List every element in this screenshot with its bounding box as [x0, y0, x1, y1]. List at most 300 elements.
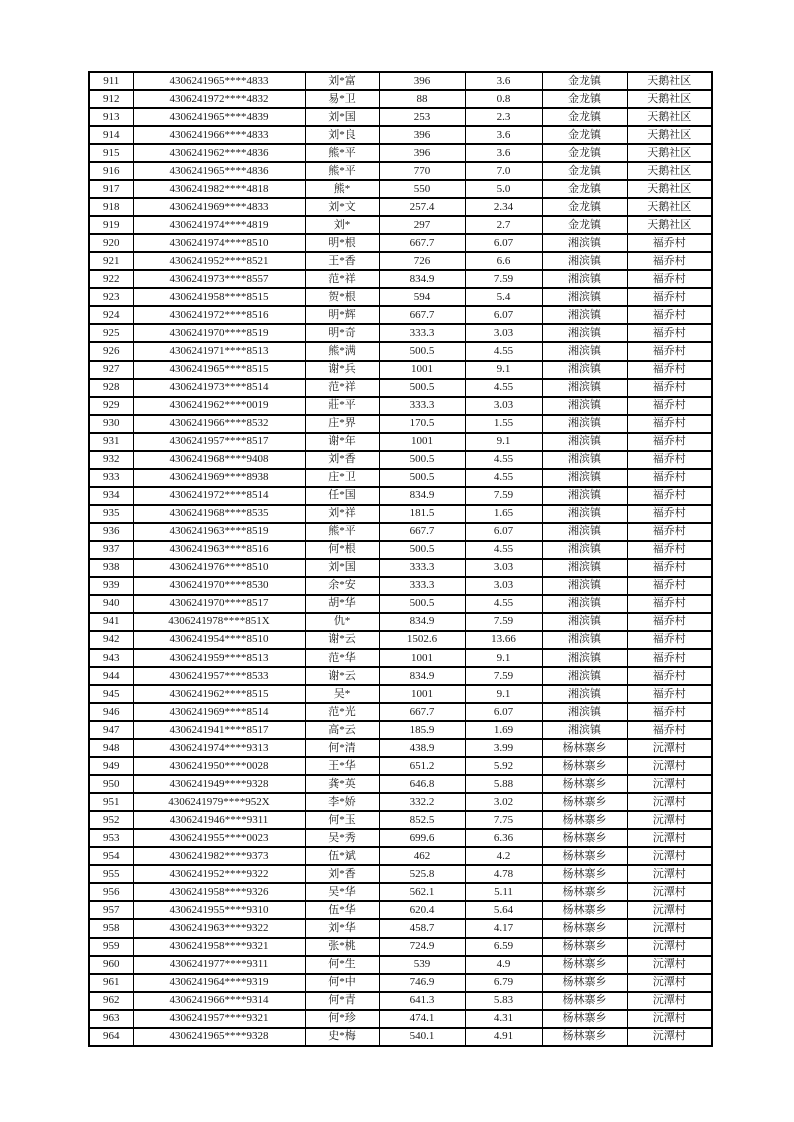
cell-name: 何*青 [305, 992, 379, 1010]
cell-seq: 956 [89, 883, 133, 901]
cell-village: 天鹅社区 [627, 216, 712, 234]
cell-name: 熊*平 [305, 162, 379, 180]
cell-seq: 929 [89, 397, 133, 415]
cell-village: 福乔村 [627, 577, 712, 595]
cell-town: 杨林寨乡 [542, 793, 627, 811]
cell-area: 7.59 [465, 487, 542, 505]
cell-id-number: 4306241970****8519 [133, 324, 305, 342]
cell-village: 天鹅社区 [627, 144, 712, 162]
cell-seq: 920 [89, 234, 133, 252]
cell-id-number: 4306241972****8516 [133, 306, 305, 324]
cell-amount: 1502.6 [379, 631, 465, 649]
cell-town: 杨林寨乡 [542, 829, 627, 847]
cell-name: 明*辉 [305, 306, 379, 324]
cell-town: 金龙镇 [542, 180, 627, 198]
cell-id-number: 4306241966****9314 [133, 992, 305, 1010]
cell-area: 4.55 [465, 595, 542, 613]
cell-name: 李*娇 [305, 793, 379, 811]
cell-amount: 620.4 [379, 901, 465, 919]
cell-id-number: 4306241969****8938 [133, 469, 305, 487]
table-row [89, 306, 712, 324]
cell-area: 13.66 [465, 631, 542, 649]
cell-town: 杨林寨乡 [542, 956, 627, 974]
cell-amount: 834.9 [379, 613, 465, 631]
cell-id-number: 4306241963****8519 [133, 523, 305, 541]
cell-id-number: 4306241972****4832 [133, 90, 305, 108]
cell-seq: 963 [89, 1010, 133, 1028]
cell-name: 吴*秀 [305, 829, 379, 847]
cell-seq: 921 [89, 252, 133, 270]
cell-seq: 942 [89, 631, 133, 649]
cell-village: 福乔村 [627, 469, 712, 487]
cell-village: 福乔村 [627, 288, 712, 306]
cell-area: 9.1 [465, 685, 542, 703]
table-row [89, 487, 712, 505]
table-row [89, 974, 712, 992]
cell-seq: 915 [89, 144, 133, 162]
cell-name: 刘*香 [305, 865, 379, 883]
cell-area: 5.92 [465, 757, 542, 775]
cell-area: 5.11 [465, 883, 542, 901]
cell-village: 沅潭村 [627, 847, 712, 865]
cell-amount: 297 [379, 216, 465, 234]
cell-amount: 667.7 [379, 306, 465, 324]
cell-seq: 933 [89, 469, 133, 487]
cell-seq: 927 [89, 361, 133, 379]
cell-name: 何*生 [305, 956, 379, 974]
cell-id-number: 4306241964****9319 [133, 974, 305, 992]
cell-amount: 333.3 [379, 577, 465, 595]
cell-name: 伍*斌 [305, 847, 379, 865]
cell-amount: 500.5 [379, 469, 465, 487]
cell-seq: 930 [89, 415, 133, 433]
cell-seq: 945 [89, 685, 133, 703]
cell-area: 1.69 [465, 721, 542, 739]
cell-seq: 916 [89, 162, 133, 180]
cell-name: 何*珍 [305, 1010, 379, 1028]
cell-village: 福乔村 [627, 397, 712, 415]
cell-amount: 724.9 [379, 938, 465, 956]
cell-id-number: 4306241949****9328 [133, 775, 305, 793]
table-row [89, 162, 712, 180]
records-table [88, 71, 713, 1047]
cell-area: 4.17 [465, 919, 542, 937]
cell-village: 福乔村 [627, 505, 712, 523]
table-row [89, 379, 712, 397]
cell-town: 湘滨镇 [542, 379, 627, 397]
cell-amount: 1001 [379, 649, 465, 667]
cell-area: 6.36 [465, 829, 542, 847]
cell-area: 4.55 [465, 342, 542, 360]
cell-id-number: 4306241958****9326 [133, 883, 305, 901]
cell-id-number: 4306241958****9321 [133, 938, 305, 956]
cell-area: 3.03 [465, 577, 542, 595]
cell-amount: 525.8 [379, 865, 465, 883]
cell-town: 湘滨镇 [542, 324, 627, 342]
cell-town: 杨林寨乡 [542, 992, 627, 1010]
cell-id-number: 4306241950****0028 [133, 757, 305, 775]
cell-village: 沅潭村 [627, 829, 712, 847]
cell-area: 3.6 [465, 144, 542, 162]
cell-id-number: 4306241958****8515 [133, 288, 305, 306]
cell-name: 何*根 [305, 541, 379, 559]
table-row [89, 90, 712, 108]
cell-town: 湘滨镇 [542, 487, 627, 505]
cell-village: 福乔村 [627, 451, 712, 469]
cell-id-number: 4306241962****4836 [133, 144, 305, 162]
cell-id-number: 4306241965****4833 [133, 72, 305, 90]
cell-name: 易*卫 [305, 90, 379, 108]
cell-id-number: 4306241969****4833 [133, 198, 305, 216]
cell-area: 5.4 [465, 288, 542, 306]
cell-town: 湘滨镇 [542, 252, 627, 270]
table-row [89, 613, 712, 631]
cell-town: 杨林寨乡 [542, 883, 627, 901]
cell-town: 湘滨镇 [542, 306, 627, 324]
cell-name: 仇* [305, 613, 379, 631]
cell-amount: 396 [379, 72, 465, 90]
cell-id-number: 4306241959****8513 [133, 649, 305, 667]
cell-amount: 550 [379, 180, 465, 198]
cell-area: 3.03 [465, 559, 542, 577]
cell-area: 1.55 [465, 415, 542, 433]
cell-amount: 834.9 [379, 667, 465, 685]
cell-amount: 500.5 [379, 342, 465, 360]
cell-seq: 954 [89, 847, 133, 865]
cell-village: 沅潭村 [627, 1028, 712, 1046]
cell-town: 金龙镇 [542, 108, 627, 126]
table-row [89, 667, 712, 685]
cell-seq: 955 [89, 865, 133, 883]
cell-area: 6.6 [465, 252, 542, 270]
cell-village: 沅潭村 [627, 938, 712, 956]
cell-village: 天鹅社区 [627, 90, 712, 108]
cell-area: 2.7 [465, 216, 542, 234]
cell-name: 范*祥 [305, 270, 379, 288]
cell-village: 沅潭村 [627, 1010, 712, 1028]
cell-seq: 924 [89, 306, 133, 324]
cell-village: 福乔村 [627, 270, 712, 288]
cell-id-number: 4306241973****8557 [133, 270, 305, 288]
cell-area: 7.75 [465, 811, 542, 829]
cell-name: 龚*英 [305, 775, 379, 793]
cell-name: 莊*平 [305, 397, 379, 415]
cell-town: 杨林寨乡 [542, 901, 627, 919]
cell-area: 6.07 [465, 234, 542, 252]
cell-amount: 651.2 [379, 757, 465, 775]
cell-village: 福乔村 [627, 324, 712, 342]
cell-amount: 438.9 [379, 739, 465, 757]
table-row [89, 685, 712, 703]
cell-town: 金龙镇 [542, 216, 627, 234]
cell-seq: 935 [89, 505, 133, 523]
table-row [89, 342, 712, 360]
cell-town: 杨林寨乡 [542, 739, 627, 757]
cell-seq: 958 [89, 919, 133, 937]
cell-village: 福乔村 [627, 487, 712, 505]
cell-amount: 458.7 [379, 919, 465, 937]
cell-village: 福乔村 [627, 415, 712, 433]
cell-seq: 912 [89, 90, 133, 108]
table-row [89, 559, 712, 577]
cell-name: 刘*国 [305, 108, 379, 126]
table-row [89, 919, 712, 937]
cell-name: 庄*界 [305, 415, 379, 433]
cell-area: 3.03 [465, 324, 542, 342]
cell-seq: 949 [89, 757, 133, 775]
cell-id-number: 4306241955****9310 [133, 901, 305, 919]
table-row [89, 144, 712, 162]
cell-seq: 918 [89, 198, 133, 216]
cell-id-number: 4306241974****4819 [133, 216, 305, 234]
cell-village: 天鹅社区 [627, 162, 712, 180]
cell-name: 熊*平 [305, 523, 379, 541]
cell-name: 史*梅 [305, 1028, 379, 1046]
cell-area: 6.07 [465, 306, 542, 324]
cell-area: 9.1 [465, 433, 542, 451]
cell-amount: 834.9 [379, 487, 465, 505]
cell-amount: 540.1 [379, 1028, 465, 1046]
cell-village: 天鹅社区 [627, 180, 712, 198]
table-row [89, 72, 712, 90]
cell-name: 何*中 [305, 974, 379, 992]
cell-village: 沅潭村 [627, 811, 712, 829]
cell-name: 王*华 [305, 757, 379, 775]
cell-name: 吴*华 [305, 883, 379, 901]
cell-seq: 964 [89, 1028, 133, 1046]
cell-id-number: 4306241957****8533 [133, 667, 305, 685]
cell-area: 4.31 [465, 1010, 542, 1028]
cell-amount: 1001 [379, 685, 465, 703]
cell-id-number: 4306241970****8530 [133, 577, 305, 595]
table-row [89, 847, 712, 865]
cell-amount: 474.1 [379, 1010, 465, 1028]
cell-town: 杨林寨乡 [542, 1010, 627, 1028]
cell-area: 4.55 [465, 379, 542, 397]
cell-area: 6.79 [465, 974, 542, 992]
cell-name: 何*清 [305, 739, 379, 757]
cell-village: 福乔村 [627, 252, 712, 270]
cell-name: 熊*满 [305, 342, 379, 360]
table-row [89, 433, 712, 451]
cell-village: 沅潭村 [627, 883, 712, 901]
cell-area: 6.07 [465, 523, 542, 541]
cell-village: 沅潭村 [627, 865, 712, 883]
cell-area: 9.1 [465, 361, 542, 379]
cell-name: 刘*祥 [305, 505, 379, 523]
table-row [89, 469, 712, 487]
cell-seq: 917 [89, 180, 133, 198]
cell-amount: 170.5 [379, 415, 465, 433]
cell-seq: 943 [89, 649, 133, 667]
cell-amount: 333.3 [379, 397, 465, 415]
cell-seq: 951 [89, 793, 133, 811]
cell-seq: 919 [89, 216, 133, 234]
cell-area: 7.59 [465, 270, 542, 288]
cell-village: 沅潭村 [627, 793, 712, 811]
table-row [89, 234, 712, 252]
cell-area: 3.6 [465, 72, 542, 90]
cell-seq: 960 [89, 956, 133, 974]
cell-seq: 934 [89, 487, 133, 505]
cell-town: 湘滨镇 [542, 433, 627, 451]
cell-town: 杨林寨乡 [542, 1028, 627, 1046]
cell-name: 刘* [305, 216, 379, 234]
cell-seq: 926 [89, 342, 133, 360]
table-row [89, 829, 712, 847]
table-row [89, 361, 712, 379]
cell-area: 3.6 [465, 126, 542, 144]
cell-area: 4.55 [465, 541, 542, 559]
cell-id-number: 4306241978****851X [133, 613, 305, 631]
cell-area: 4.9 [465, 956, 542, 974]
table-row [89, 595, 712, 613]
cell-name: 吴* [305, 685, 379, 703]
cell-town: 湘滨镇 [542, 288, 627, 306]
cell-area: 4.91 [465, 1028, 542, 1046]
records-table-body [89, 72, 712, 1046]
table-row [89, 956, 712, 974]
cell-name: 谢*云 [305, 667, 379, 685]
cell-amount: 699.6 [379, 829, 465, 847]
cell-town: 湘滨镇 [542, 577, 627, 595]
cell-village: 沅潭村 [627, 956, 712, 974]
cell-amount: 333.3 [379, 324, 465, 342]
cell-seq: 913 [89, 108, 133, 126]
cell-village: 福乔村 [627, 523, 712, 541]
cell-name: 刘*良 [305, 126, 379, 144]
cell-seq: 959 [89, 938, 133, 956]
cell-name: 刘*国 [305, 559, 379, 577]
cell-seq: 938 [89, 559, 133, 577]
cell-town: 湘滨镇 [542, 397, 627, 415]
cell-town: 湘滨镇 [542, 685, 627, 703]
cell-area: 3.03 [465, 397, 542, 415]
cell-town: 湘滨镇 [542, 703, 627, 721]
cell-town: 湘滨镇 [542, 667, 627, 685]
cell-name: 熊*平 [305, 144, 379, 162]
cell-name: 何*玉 [305, 811, 379, 829]
cell-id-number: 4306241968****8535 [133, 505, 305, 523]
cell-name: 范*光 [305, 703, 379, 721]
cell-amount: 253 [379, 108, 465, 126]
cell-area: 4.55 [465, 469, 542, 487]
cell-amount: 646.8 [379, 775, 465, 793]
cell-town: 湘滨镇 [542, 469, 627, 487]
table-row [89, 505, 712, 523]
cell-id-number: 4306241969****8514 [133, 703, 305, 721]
table-row [89, 631, 712, 649]
cell-seq: 940 [89, 595, 133, 613]
cell-seq: 952 [89, 811, 133, 829]
table-row [89, 811, 712, 829]
cell-town: 杨林寨乡 [542, 938, 627, 956]
cell-town: 湘滨镇 [542, 559, 627, 577]
cell-town: 金龙镇 [542, 72, 627, 90]
cell-name: 明*根 [305, 234, 379, 252]
cell-id-number: 4306241962****8515 [133, 685, 305, 703]
cell-town: 湘滨镇 [542, 415, 627, 433]
cell-town: 杨林寨乡 [542, 775, 627, 793]
cell-village: 福乔村 [627, 649, 712, 667]
cell-area: 3.02 [465, 793, 542, 811]
cell-amount: 1001 [379, 361, 465, 379]
cell-seq: 914 [89, 126, 133, 144]
cell-amount: 396 [379, 126, 465, 144]
cell-town: 湘滨镇 [542, 505, 627, 523]
cell-amount: 500.5 [379, 541, 465, 559]
cell-name: 伍*华 [305, 901, 379, 919]
cell-seq: 937 [89, 541, 133, 559]
cell-village: 福乔村 [627, 703, 712, 721]
cell-seq: 939 [89, 577, 133, 595]
cell-amount: 88 [379, 90, 465, 108]
cell-village: 天鹅社区 [627, 126, 712, 144]
cell-village: 福乔村 [627, 379, 712, 397]
cell-name: 熊* [305, 180, 379, 198]
cell-name: 高*云 [305, 721, 379, 739]
cell-town: 杨林寨乡 [542, 811, 627, 829]
cell-id-number: 4306241965****8515 [133, 361, 305, 379]
cell-seq: 923 [89, 288, 133, 306]
cell-amount: 770 [379, 162, 465, 180]
table-row [89, 198, 712, 216]
cell-amount: 539 [379, 956, 465, 974]
cell-name: 胡*华 [305, 595, 379, 613]
cell-amount: 332.2 [379, 793, 465, 811]
cell-town: 湘滨镇 [542, 270, 627, 288]
cell-area: 3.99 [465, 739, 542, 757]
table-row [89, 108, 712, 126]
cell-amount: 500.5 [379, 451, 465, 469]
cell-village: 天鹅社区 [627, 108, 712, 126]
cell-name: 贺*根 [305, 288, 379, 306]
cell-town: 杨林寨乡 [542, 865, 627, 883]
cell-area: 2.34 [465, 198, 542, 216]
cell-id-number: 4306241982****4818 [133, 180, 305, 198]
cell-village: 福乔村 [627, 631, 712, 649]
cell-seq: 931 [89, 433, 133, 451]
cell-id-number: 4306241974****9313 [133, 739, 305, 757]
cell-id-number: 4306241963****9322 [133, 919, 305, 937]
cell-amount: 641.3 [379, 992, 465, 1010]
table-row [89, 126, 712, 144]
table-row [89, 883, 712, 901]
table-row [89, 180, 712, 198]
table-row [89, 216, 712, 234]
table-row [89, 541, 712, 559]
table-row [89, 451, 712, 469]
cell-id-number: 4306241965****9328 [133, 1028, 305, 1046]
cell-seq: 946 [89, 703, 133, 721]
cell-amount: 834.9 [379, 270, 465, 288]
cell-village: 天鹅社区 [627, 72, 712, 90]
cell-area: 0.8 [465, 90, 542, 108]
cell-village: 天鹅社区 [627, 198, 712, 216]
cell-town: 杨林寨乡 [542, 847, 627, 865]
cell-seq: 941 [89, 613, 133, 631]
cell-village: 沅潭村 [627, 901, 712, 919]
cell-amount: 333.3 [379, 559, 465, 577]
cell-village: 沅潭村 [627, 992, 712, 1010]
cell-village: 沅潭村 [627, 775, 712, 793]
cell-seq: 932 [89, 451, 133, 469]
cell-town: 金龙镇 [542, 90, 627, 108]
cell-name: 刘*华 [305, 919, 379, 937]
cell-id-number: 4306241946****9311 [133, 811, 305, 829]
cell-seq: 911 [89, 72, 133, 90]
cell-id-number: 4306241965****4836 [133, 162, 305, 180]
